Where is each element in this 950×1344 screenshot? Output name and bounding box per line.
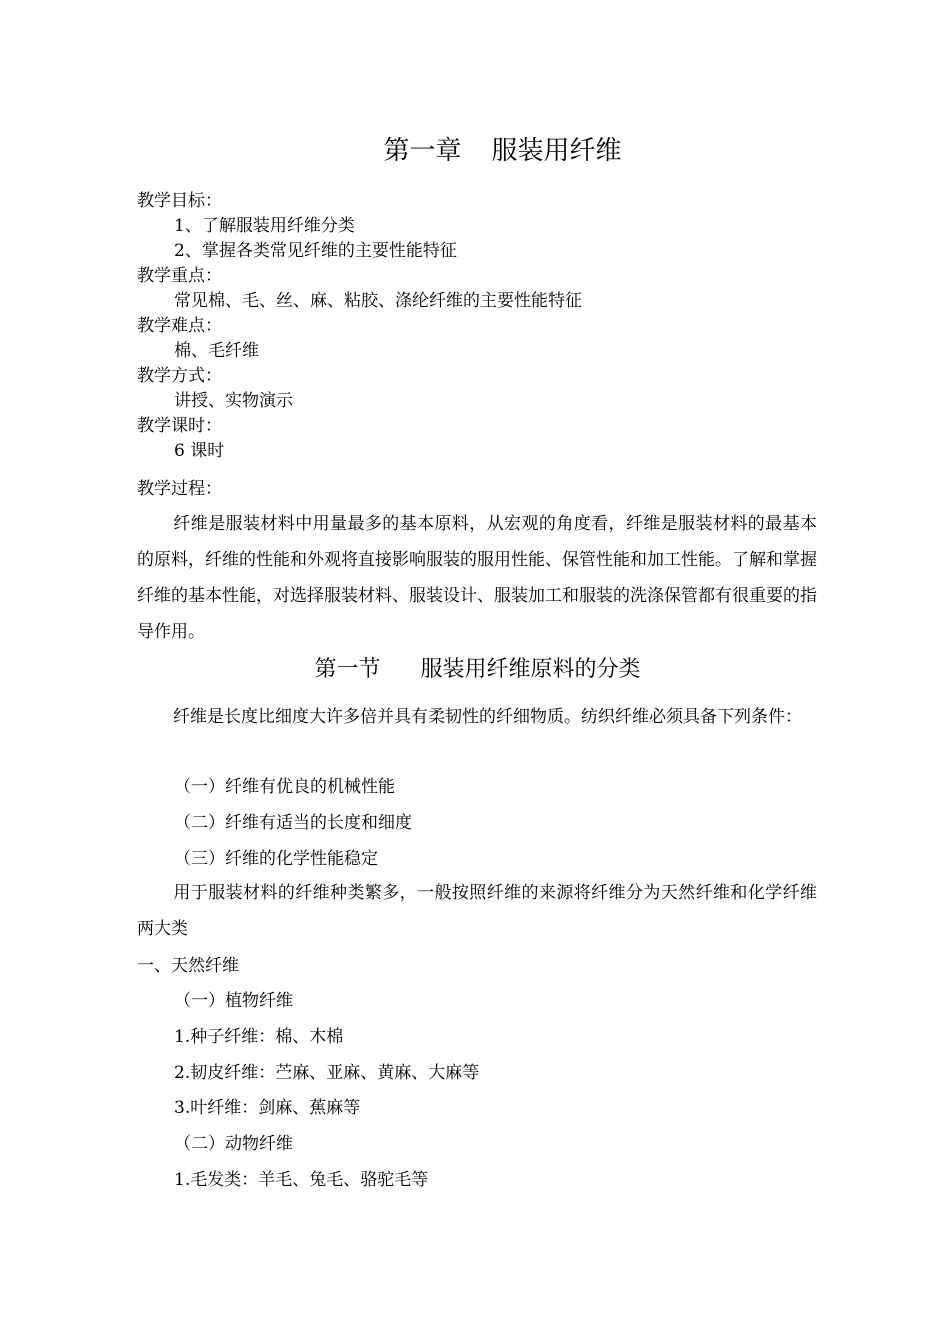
process-intro-text: 纤维是服装材料中用量最多的基本原料，从宏观的角度看，纤维是服装材料的最基本的原料，纤维的性能和外观将直接影响服装的服用性能、保管性能和加工性能。了解和掌握纤维的基本性能，对选择服装材料、服装设计、服装加工和服装的洗涤保管都有很重要的指导作用。	[137, 514, 817, 642]
methods-text: 讲授、实物演示	[174, 391, 293, 411]
chapter-title	[0, 130, 950, 167]
condition-item-1: （一）纤维有优良的机械性能	[174, 777, 395, 797]
process-intro-paragraph	[137, 506, 817, 650]
objectives-heading: 教学目标：	[137, 191, 222, 211]
definition-paragraph	[137, 699, 817, 735]
section-label: 第一节	[314, 657, 381, 682]
definition-text: 纤维是长度比细度大许多倍并具有柔韧性的纤细物质。纺织纤维必须具备下列条件：	[173, 707, 802, 727]
plant-fiber-heading: （一）植物纤维	[174, 991, 293, 1011]
condition-item-3: （三）纤维的化学性能稳定	[174, 849, 378, 869]
process-heading: 教学过程：	[137, 479, 222, 499]
plant-fiber-item-3: 3.叶纤维：剑麻、蕉麻等	[174, 1098, 361, 1118]
difficulties-text: 棉、毛纤维	[174, 341, 259, 361]
chapter-label: 第一章	[383, 136, 462, 166]
animal-fiber-item-1: 1.毛发类：羊毛、兔毛、骆驼毛等	[174, 1170, 429, 1190]
key-points-text: 常见棉、毛、丝、麻、粘胶、涤纶纤维的主要性能特征	[174, 291, 582, 311]
hours-text: 6 课时	[174, 441, 225, 461]
classification-paragraph	[137, 875, 817, 947]
natural-fiber-heading: 一、天然纤维	[137, 956, 239, 976]
section-name: 服装用纤维原料的分类	[420, 657, 641, 682]
animal-fiber-heading: （二）动物纤维	[174, 1134, 293, 1154]
difficulties-heading: 教学难点：	[137, 316, 222, 336]
objective-item-2: 2、掌握各类常见纤维的主要性能特征	[174, 241, 457, 261]
methods-heading: 教学方式：	[137, 366, 222, 386]
hours-heading: 教学课时：	[137, 416, 222, 436]
objective-item-1: 1、了解服装用纤维分类	[174, 216, 355, 236]
chapter-name: 服装用纤维	[491, 136, 622, 166]
classification-text: 用于服装材料的纤维种类繁多，一般按照纤维的来源将纤维分为天然纤维和化学纤维两大类	[137, 883, 817, 939]
plant-fiber-item-2: 2.韧皮纤维：苎麻、亚麻、黄麻、大麻等	[174, 1063, 480, 1083]
plant-fiber-item-1: 1.种子纤维：棉、木棉	[174, 1027, 344, 1047]
key-points-heading: 教学重点：	[137, 266, 222, 286]
condition-item-2: （二）纤维有适当的长度和细度	[174, 813, 412, 833]
section-title	[0, 652, 950, 683]
